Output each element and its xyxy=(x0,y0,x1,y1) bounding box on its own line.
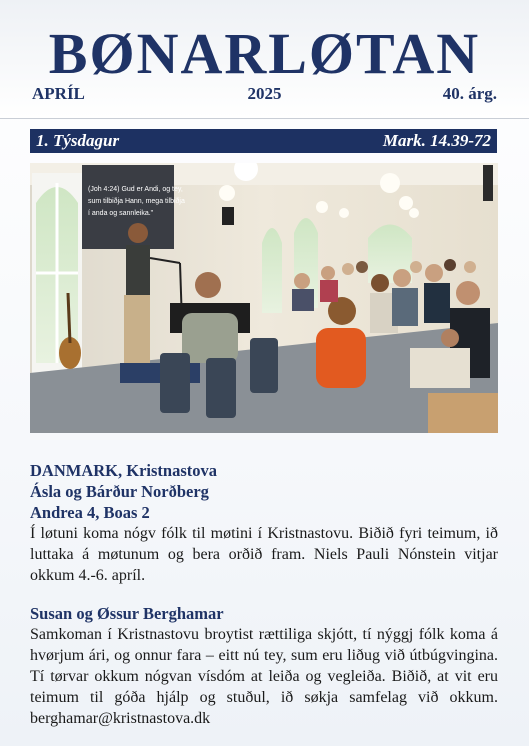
volume-number: 40. árg. xyxy=(442,84,497,103)
masthead xyxy=(0,0,529,119)
screen-text-2: sum tilbiðja Hann, mega tilbiðja xyxy=(88,198,185,205)
prayer-section-berghamar xyxy=(30,603,498,729)
section-body: Samkoman í Kristnastovu broytist rættiliga skjótt, tí nýggj fólk koma á hvørjum ári, og onnur fara – eitt nú tey, sum eru liðug við útbúgvingina. Tí tørvar okkum nógvan vísdóm at leiða og vegleiða. Biðið, at vit eru teimum til góða hjálp og stuðul, ið søkja samfelag við okkum. berghamar@kristnastova.dk xyxy=(30,626,498,727)
section-heading-country: DANMARK, Kristnastova xyxy=(30,461,217,480)
section-heading-names: Susan og Øssur Berghamar xyxy=(30,604,224,623)
issue-year: 2025 xyxy=(247,84,282,103)
section-heading-children: Andrea 4, Boas 2 xyxy=(30,503,150,522)
section-heading-names: Ásla og Bárður Norðberg xyxy=(30,482,209,501)
magazine-title: BØNARLØTAN xyxy=(48,21,481,86)
section-body: Í løtuni koma nógv fólk til møtini í Kristnastovu. Biðið fyri teimum, ið luttaka á møtunum og bera orðið fram. Niels Pauli Nónstein vitjar okkum 4.-6. apríl. xyxy=(30,525,498,584)
scripture-reference: Mark. 14.39-72 xyxy=(382,131,491,150)
prayer-section-denmark xyxy=(30,460,498,586)
day-label: 1. Týsdagur xyxy=(36,131,120,150)
screen-text-3: í anda og sannleika." xyxy=(88,210,154,217)
church-meeting-photo xyxy=(30,163,498,433)
day-bar xyxy=(30,129,497,153)
screen-text-1: (Joh 4:24) Gud er Andi, og tey, xyxy=(88,186,183,193)
issue-month: APRÍL xyxy=(32,84,85,103)
